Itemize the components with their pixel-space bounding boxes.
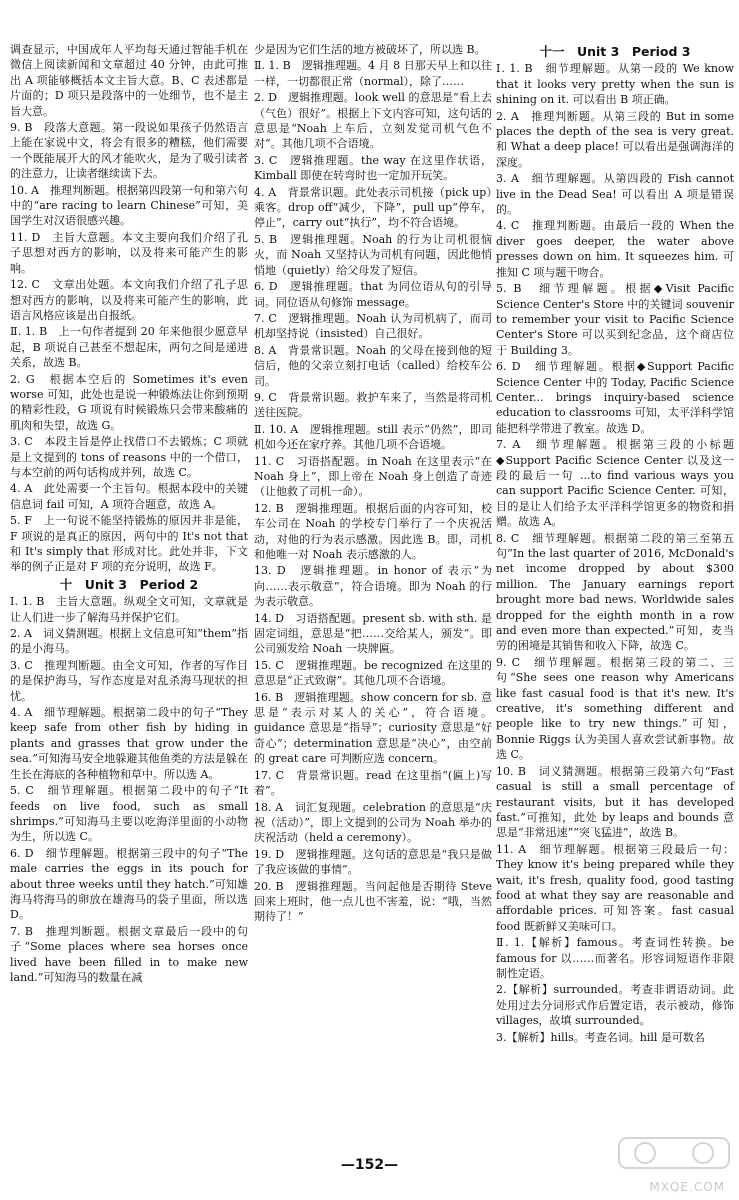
answer-paragraph: 9. C 背景常识题。救护车来了，当然是将司机送往医院。 — [254, 390, 492, 420]
answer-paragraph: 2. A 词义猜测题。根据上文信息可知“them”指的是小海马。 — [10, 627, 248, 656]
answer-paragraph: 6. D 细节理解题。根据◆Support Pacific Science Center 中的 Today, Pacific Science Center... brings inquiry-based science education to classrooms 可知，太平洋科学馆能把科学带进了教室。故选 D。 — [496, 360, 734, 435]
answer-paragraph: 3.【解析】hills。考查名词。hill 是可数名 — [496, 1030, 705, 1044]
column-middle — [254, 42, 492, 926]
answer-paragraph: 20. B 逻辑推理题。当问起他是否期待 Steve 回来上班时，他一点儿也不害羞，说：“哦，当然期待了！” — [254, 879, 492, 924]
answer-paragraph: 2. D 逻辑推理题。look well 的意思是“看上去（气色）很好”。根据上下文内容可知，这句话的意思是“Noah 上车后，立刻发觉司机气色不对”。其他几项不合语境。 — [254, 91, 492, 151]
answer-paragraph: 3. A 细节理解题。从第四段的 Fish cannot live in the Dead Sea! 可以看出 A 项是错误的。 — [496, 172, 734, 217]
answer-paragraph: 12. B 逻辑推理题。根据后面的内容可知，校车公司在 Noah 的学校专门举行了一个庆祝活动，对他的行为表示感激。因此选 B。即，司机和他唯一对 Noah 表示感激的人。 — [254, 501, 492, 561]
answer-paragraph: Ⅱ. 1. B 逻辑推理题。4 月 8 日那天早上和以往一样，一切都很正常（normal），除了…… — [254, 59, 492, 88]
answer-paragraph: 9. C 细节理解题。根据第三段的第二、三句“She sees one reason why Americans like fast casual food is that it's new. It's creative, it's something different and people like to try new things.”可知，Bonnie Riggs 认为美国人喜欢尝试新事物。故选 C。 — [496, 655, 734, 762]
answer-paragraph: Ⅰ. 1. B 主旨大意题。纵观全文可知，文章就是让人们进一步了解海马并保护它们。 — [10, 595, 248, 624]
answer-paragraph: 12. C 文章出处题。本文向我们介绍了孔子思想对西方的影响，以及将来可能产生的影响，此语言风格应该是出自报纸。 — [10, 278, 248, 322]
answer-paragraph: 3. C 逻辑推理题。the way 在这里作状语，Kimball 即使在转弯时也一定加开玩笑。 — [254, 153, 492, 183]
answer-paragraph: 7. C 逻辑推理题。Noah 认为司机病了，而司机却坚持说（insisted）自己很好。 — [254, 311, 492, 341]
answer-paragraph: 16. B 逻辑推理题。show concern for sb. 意思是“表示对某人的关心”，符合语境。guidance 意思是“指导”；curiosity 意思是“好奇心”；determination 意思是“决心”，由空前的 great care 可判断应选 concern。 — [254, 690, 492, 766]
section-heading: 十一 Unit 3 Period 3 — [539, 44, 691, 59]
column-left — [10, 42, 248, 986]
answer-paragraph: 11. C 习语搭配题。in Noah 在这里表示“在 Noah 身上”，即上帝在 Noah 身上创造了奇迹（让他救了司机一命）。 — [254, 454, 492, 499]
answer-paragraph: 11. A 细节理解题。根据第三段最后一句：They know it's being prepared while they wait, it's fresh, quality food, good tasting food at what they say are reasonable and affordable prices. 可知答案。fast casual food 既新鲜又美味可口。 — [496, 842, 734, 933]
answer-paragraph: 2. A 推理判断题。从第三段的 But in some places the depth of the sea is very great. 和 What a deep place! 可以看出是强调海洋的深度。 — [496, 109, 734, 169]
answer-paragraph: 4. A 背景常识题。此处表示司机接（pick up）乘客。drop off“减少，下降”，pull up“停车，停止”，carry out“执行”，均不符合语境。 — [254, 185, 492, 230]
section-heading: 十 Unit 3 Period 2 — [59, 576, 199, 592]
answer-paragraph: 7. A 细节理解题。根据第三段的小标题◆Support Pacific Science Center 以及这一段的最后一句 ...to find various ways you can support Pacific Science Center. 可知，目的是让人们给予太平洋科学馆更多的物资和捐赠。故选 A。 — [496, 438, 734, 529]
answer-paragraph: 5. F 上一句说不能坚持锻炼的原因并非是能，F 项说的是真正的原因，两句中的 It's not that 和 It's simply that 形成对比。此处并非，下文举的例子正是对 F 项的充分说明，故选 F。 — [10, 514, 248, 574]
answer-paragraph: Ⅱ. 1. B 上一句作者提到 20 年来他很少愿意早起，B 项说自己甚至不想起床，两句之间是递进关系，故选 B。 — [10, 325, 248, 370]
answer-paragraph: 少是因为它们生活的地方被破坏了，所以选 B。 — [254, 43, 486, 56]
answer-paragraph: 5. C 细节理解题。根据第二段中的句子“It feeds on live food, such as small shrimps.”可知海马主要以吃海洋里面的小动物为生，所以选 C。 — [10, 784, 248, 844]
answer-paragraph: 17. C 背景常识题。read 在这里指“(匾上)写着”。 — [254, 768, 492, 798]
watermark-text: MXQE.COM — [649, 1180, 725, 1194]
answer-paragraph: 19. D 逻辑推理题。这句话的意思是“我只是做了我应该做的事情”。 — [254, 847, 492, 877]
answer-paragraph: 8. C 细节理解题。根据第二段的第三至第五句“In the last quarter of 2016, McDonald's net income dropped by about $300 million. The January earnings report brought more bad news. Worldwide sales dropped for the eighth month in a row and even more than expected.”可知，麦当劳的困境是其销售和收入下降，故选 C。 — [496, 531, 734, 653]
answer-paragraph: 4. C 推理判断题。由最后一段的 When the diver goes deeper, the water above presses down on him. It squeezes him. 可推知 C 项与题干吻合。 — [496, 219, 734, 279]
answer-paragraph: 14. D 习语搭配题。present sb. with sth. 是固定词组，意思是“把……交给某人，颁发”。即公司颁发给 Noah 一块牌匾。 — [254, 611, 492, 656]
answer-paragraph: 10. A 推理判断题。根据第四段第一句和第六句中的“are racing to learn Chinese”可知，美国学生对汉语很感兴趣。 — [10, 183, 248, 228]
answer-paragraph: 6. D 逻辑推理题。that 为同位语从句的引导词。同位语从句修饰 message。 — [254, 280, 492, 309]
answer-paragraph: 2.【解析】surrounded。考查非谓语动词。此处用过去分词形式作后置定语，表示被动，修饰 villages，故填 surrounded。 — [496, 983, 734, 1028]
answer-paragraph: 8. A 背景常识题。Noah 的父母在接到他的短信后，他的父亲立刻打电话（called）给校车公司。 — [254, 343, 492, 388]
answer-paragraph: 15. C 逻辑推理题。be recognized 在这里的意思是“正式致谢”。其他几项不合语境。 — [254, 658, 492, 688]
answer-paragraph: 5. B 细节理解题。根据◆Visit Pacific Science Center's Store 中的关键词 souvenir to remember your visit to Pacific Science Center's Store 可以买到纪念品，这个商店位于 Building 3。 — [496, 282, 734, 357]
page-number: —152— — [340, 1157, 399, 1173]
answer-paragraph: 11. D 主旨大意题。本文主要向我们介绍了孔子思想对西方的影响，以及将来可能产生的影响。 — [10, 230, 248, 275]
column-right — [496, 42, 734, 1046]
answer-paragraph: 6. D 细节理解题。根据第三段中的句子“The male carries the eggs in its pouch for about three weeks until they hatch.”可知雄海马将海马的卵放在雄海马的袋子里面，所以选 D。 — [10, 846, 248, 922]
answer-paragraph: 18. A 词汇复现题。celebration 的意思是“庆祝（活动）”，即上文提到的公司为 Noah 举办的庆祝活动（held a ceremony）。 — [254, 800, 492, 845]
answer-paragraph: 7. B 推理判断题。根据文章最后一段中的句子“Some places where sea horses once lived have been filled in to make new land.”可知海马的数量在减 — [10, 924, 248, 984]
answer-paragraph: 9. B 段落大意题。第一段说如果孩子仍然语言上能在家说中文，将会有很多的糟糕，他们需要一个既能展开大的风才能吹火，是为了吸引读者的注意力，让读者继续读下去。 — [10, 121, 248, 181]
answer-paragraph: 5. B 逻辑推理题。Noah 的行为让司机很恼火，而 Noah 又坚持认为司机有问题，因此他悄悄地（quietly）给父母发了短信。 — [254, 232, 492, 277]
answer-paragraph: 4. A 此处需要一个主旨句。根据本段中的关键信息词 fail 可知，A 项符合题意，故选 A。 — [10, 482, 248, 511]
answer-paragraph: 3. C 本段主旨是停止找借口不去锻炼；C 项就是上文提到的 tons of reasons 中的一个借口，与本空前的两句话构成并列，故选 C。 — [10, 435, 248, 479]
answer-paragraph: 3. C 推理判断题。由全文可知，作者的写作目的是保护海马，写作态度是对乱杀海马现状的担忧。 — [10, 658, 248, 703]
answer-paragraph: 10. B 词义猜测题。根据第三段第六句“Fast casual is still a small percentage of restaurant visits, but it has developed fast.”可推知，此处 by leaps and bounds 意思是“非常迅速”“突飞猛进”，故选 B。 — [496, 764, 734, 840]
answer-paragraph: Ⅰ. 1. B 细节理解题。从第一段的 We know that it looks very pretty when the sun is shining on it. 可以看出 B 项正确。 — [496, 62, 734, 107]
answer-paragraph: 4. A 细节理解题。根据第二段中的句子“They keep safe from other fish by hiding in plants and grasses that grow under the sea.”可知海马安全地躲避其他鱼类的方法是躲在生长在海底的各种植物和草中。所以选 A。 — [10, 706, 248, 781]
answer-paragraph: Ⅱ. 10. A 逻辑推理题。still 表示“仍然”，即司机如今还在家疗养。其他几项不合语境。 — [254, 422, 492, 452]
answer-paragraph: Ⅱ. 1.【解析】famous。考查词性转换。be famous for 以……而著名。形容词短语作非限制性定语。 — [496, 936, 734, 980]
answer-paragraph: 调查显示，中国成年人平均每天通过智能手机在微信上阅读新闻和文章超过 40 分钟，由此可推出 A 项能够概括本文主旨大意。B、C 表述都是片面的；D 项只是段落中的一处细节，也不是主旨大意。 — [10, 43, 248, 118]
answer-paragraph: 2. G 根据本空后的 Sometimes it's even worse 可知，此处也是说一种锻炼法让你到预期的精彩性段，G 项说有时候锻炼只会带来酸痛的肌肉和失望，故选 G。 — [10, 372, 248, 432]
answer-paragraph: 13. D 逻辑推理题。in honor of 表示“为向……表示敬意”，符合语境。即为 Noah 的行为表示敬意。 — [254, 564, 492, 609]
